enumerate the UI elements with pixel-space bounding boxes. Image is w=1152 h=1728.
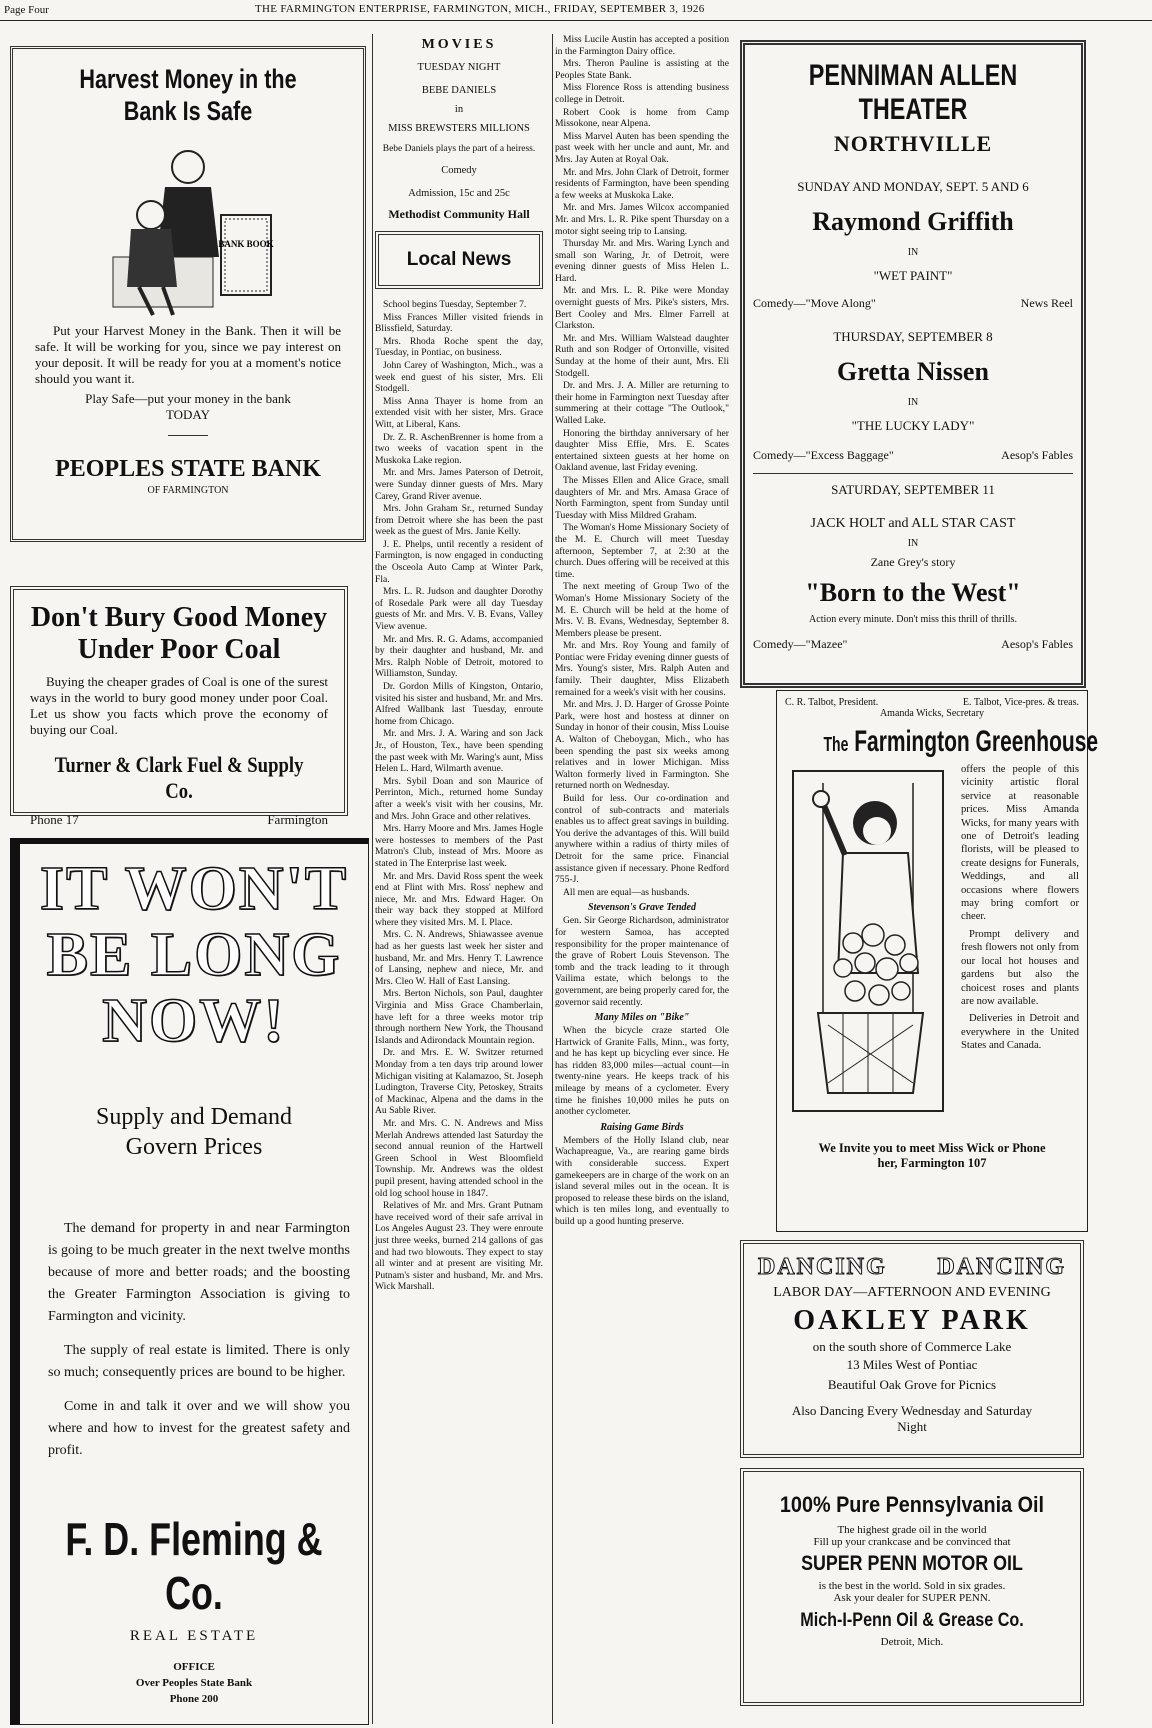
- news-item: Mr. and Mrs. R. G. Adams, accompanied by their daughter and husband, Mr. and Mrs. Ralph Noble of Detroit, motored to Williamston, Sunday.: [375, 633, 543, 680]
- news-item: Honoring the birthday anniversary of her daughter Miss Effie, Mrs. E. Scates entertained sixteen guests at her home on Oakland avenue, last Friday evening.: [555, 427, 729, 474]
- bank-cta: Play Safe—put your money in the bank: [85, 391, 291, 406]
- greenhouse-name-the: The: [823, 734, 849, 756]
- news-item: Mrs. C. N. Andrews, Shiawassee avenue had as her guests last week her sister and husband, Mr. and Mrs. Henry T. Lawrence of Lansing, nephew and niece, Mr. and Mrs. Cleo W. Hall of East Lansing.: [375, 929, 543, 987]
- dancing-ad: [740, 1240, 1084, 1458]
- theater-date-3: SATURDAY, SEPTEMBER 11: [831, 482, 995, 497]
- stevenson-text: Gen. Sir George Richardson, administrator for western Samoa, has accepted responsibility for the proper maintenance of the grave of Robert Louis Stevenson. The tomb and the track leading to it through Vailima estate, which belongs to the government, are being properly cared for, the governor said recently.: [555, 915, 729, 1008]
- local-news-banner: [375, 231, 543, 289]
- dancing-line-2: on the south shore of Commerce Lake: [812, 1339, 1012, 1354]
- oil-ad: [740, 1468, 1084, 1706]
- news-item: The Misses Ellen and Alice Grace, small daughters of Mr. and Mrs. Amasa Grace of North Farmington, spent from Sunday until Tuesday with Miss Mildred Graham.: [555, 474, 729, 521]
- header-rule: [0, 20, 1152, 21]
- theater-in-1: IN: [907, 247, 919, 258]
- realestate-p1: The demand for property in and near Farmington is going to be much greater in the next twelve months because of more and better roads; and the boosting the Greater Farmington Association is giving to Farmington and vicinity.: [48, 1221, 350, 1324]
- theater-film-2: "THE LUCKY LADY": [851, 418, 975, 433]
- theater-ad: [740, 40, 1086, 688]
- news-item: Mr. and Mrs. David Ross spent the week end at Flint with Mrs. Ross' nephew and niece, Mr. and Mrs. Edward Hager. On their way back they stopped at Milford where they visited Mrs. M. I. Place.: [375, 870, 543, 928]
- bank-ad: [10, 46, 366, 542]
- theater-film-3: "Born to the West": [805, 578, 1021, 607]
- page-header: [0, 0, 1152, 22]
- greenhouse-president: C. R. Talbot, President.: [785, 697, 879, 708]
- news-item: Robert Cook is home from Camp Missokone, near Alpena.: [555, 106, 729, 130]
- realestate-office-2: Over Peoples State Bank: [135, 1677, 253, 1689]
- realestate-name: F. D. Fleming & Co.: [65, 1513, 323, 1619]
- theater-comedy-2: Comedy—"Excess Baggage": [753, 448, 894, 462]
- movies-desc: Bebe Daniels plays the part of a heiress.: [382, 144, 536, 154]
- news-item: The next meeting of Group Two of the Woman's Home Missionary Society of the M. E. Church will be held at the home of Mrs. V. B. Evans, Wednesday, September 8. Members please be present.: [555, 581, 729, 639]
- oil-line-4: Ask your dealer for SUPER PENN.: [833, 1592, 991, 1604]
- news-item: Miss Florence Ross is attending business college in Detroit.: [555, 82, 729, 105]
- realestate-p2: The supply of real estate is limited. There is only so much; consequently prices are bound to be higher.: [48, 1343, 350, 1380]
- news-item: Dr. Gordon Mills of Kingston, Ontario, visited his sister and husband, Mr. and Mrs. Alfred Wallbank last Tuesday, enroute home from Chicago.: [375, 681, 543, 727]
- bank-divider: [168, 435, 208, 436]
- bank-headline-2: Bank Is Safe: [123, 96, 253, 126]
- movies-admission: Admission, 15c and 25c: [408, 188, 510, 199]
- theater-in-3: IN: [907, 538, 919, 549]
- bank-body: Put your Harvest Money in the Bank. Then it will be safe. It will be working for you, since we pay interest on your deposit. It will be ready for you at a moment's notice should you want it.: [35, 323, 341, 386]
- news-item: The Woman's Home Missionary Society of the M. E. Church will meet Tuesday afternoon, September 7, at 2:30 at the church. Dues offering will be received at this time.: [555, 522, 729, 580]
- coal-company: Turner & Clark Fuel & Supply Co.: [54, 752, 304, 803]
- realestate-headline-3: NOW!: [102, 987, 286, 1055]
- dancing-line-4: Beautiful Oak Grove for Picnics: [827, 1377, 997, 1392]
- bank-name: PEOPLES STATE BANK: [55, 456, 321, 482]
- news-item: Mrs. L. R. Judson and daughter Dorothy of Rosedale Park were all day Tuesday guests of Mr. and Mrs. V. B. Evans, Valley View avenue.: [375, 586, 543, 633]
- news-item: School begins Tuesday, September 7.: [383, 299, 527, 310]
- news-item: Mr. and Mrs. Roy Young and family of Pontiac were Friday evening dinner guests of Mrs. Young's sister, Mrs. Ralph Auten and family. Their daughter, Miss Elizabeth remained for a week's visit with her cousins.: [555, 640, 729, 698]
- news-item: Mr. and Mrs. James Paterson of Detroit, were Sunday dinner guests of Mrs. Mary Carey, Grand River avenue.: [375, 467, 543, 502]
- theater-tag-3: Action every minute. Don't miss this thrill of thrills.: [809, 614, 1017, 625]
- banker-illustration: [93, 137, 283, 317]
- stevenson-title: Stevenson's Grave Tended: [588, 902, 696, 914]
- theater-comedy-3: Comedy—"Mazee": [753, 637, 848, 651]
- realestate-headline-2: BE LONG: [46, 921, 342, 989]
- theater-film-1: "WET PAINT": [873, 268, 953, 283]
- oil-company: Mich-I-Penn Oil & Grease Co.: [800, 1610, 1024, 1631]
- movies-night: TUESDAY NIGHT: [417, 62, 501, 73]
- bank-sub: OF FARMINGTON: [147, 485, 229, 496]
- column-2: [372, 34, 545, 1724]
- birds-text: Members of the Holly Island club, near Wachapreague, Va., are rearing game birds with considerable success. Expert gamekeepers are in charge of the work on an island several miles out in the ocean. It is proposed to release these birds on the island, which is ten miles long, and eventually to build up a good hunting preserve.: [555, 1134, 729, 1227]
- news-item: Mr. and Mrs. J. D. Harger of Grosse Pointe Park, were host and hostess at dinner on Sunday in honor of their cousin, Miss Louise A. Walton of Cheboygan, Mich., who has been spending the past six weeks among relatives and in lower Michigan. Miss Walton formerly lived in Farmington. She returned north on Wednesday.: [555, 699, 729, 792]
- coal-phone: Phone 17: [30, 812, 79, 827]
- dancing-word-2: DANCING: [937, 1254, 1066, 1280]
- bike-title: Many Miles on "Bike": [594, 1012, 690, 1024]
- greenhouse-p1: offers the people of this vicinity artistic floral service at reasonable prices. Miss Amanda Wicks, for many years with one of Detroit's leading florists, will be pleased to create designs for Funerals, Weddings, and all occasions where flowers may bring comfort or cheer.: [961, 764, 1079, 923]
- news-item: Miss Frances Miller visited friends in Blissfield, Saturday.: [375, 311, 543, 335]
- news-item: Mrs. Rhoda Roche spent the day, Tuesday, in Pontiac, on business.: [375, 335, 543, 359]
- news-item: Mr. and Mrs. L. R. Pike were Monday overnight guests of Mrs. Pike's sisters, Mrs. Bert Cooley and Mrs. Elmer Farrell at Clarkston.: [555, 285, 729, 332]
- theater-extra-2: Aesop's Fables: [1001, 448, 1073, 462]
- movies-title: MOVIES: [421, 37, 497, 52]
- dancing-park: OAKLEY PARK: [793, 1305, 1031, 1336]
- news-item: Mrs. Harry Moore and Mrs. James Hogle were hostesses to members of the Past Matron's Club, instead of Mrs. Moore as stated in The Enterprise last week.: [375, 823, 543, 869]
- news-item: All men are equal—as husbands.: [563, 886, 690, 898]
- bank-cta-today: TODAY: [165, 407, 211, 422]
- dancing-line-1: LABOR DAY—AFTERNOON AND EVENING: [773, 1285, 1051, 1300]
- news-item: John Carey of Washington, Mich., was a week end guest of his sister, Mrs. Eli Stodgell.: [375, 359, 543, 395]
- realestate-sub-1: Supply and Demand: [96, 1104, 292, 1130]
- greenhouse-secretary: Amanda Wicks, Secretary: [879, 708, 985, 719]
- theater-story-3: Zane Grey's story: [870, 555, 956, 569]
- greenhouse-vicepres: E. Talbot, Vice-pres. & treas.: [962, 697, 1079, 708]
- news-item: Dr. and Mrs. E. W. Switzer returned Monday from a ten days trip around lower Michigan visiting at Kalamazoo, St. Joseph Ludington, Traverse City, Petoskey, Straits of Mackinac, Alpena and the dams in the Au Sable River.: [375, 1047, 543, 1117]
- greenhouse-name: Farmington Greenhouse: [854, 725, 1099, 758]
- greenhouse-ad: [776, 690, 1099, 1232]
- florist-illustration: [783, 763, 953, 1123]
- local-news-title: Local News: [406, 249, 512, 270]
- news-item: Dr. and Mrs. J. A. Miller are returning to their home in Farmington next Tuesday after summering at their cottage "The Outlook," Walled Lake.: [555, 380, 729, 426]
- greenhouse-p2: Prompt delivery and fresh flowers not only from our local hot houses and gardens but also the choicest roses and plants are now available.: [961, 928, 1079, 1007]
- news-item: J. E. Phelps, until recently a resident of Farmington, is now engaged in conducting the Osceola Auto Camp at Winter Park, Fla.: [375, 538, 543, 585]
- dancing-line-5: Also Dancing Every Wednesday and Saturday Night: [791, 1403, 1033, 1434]
- news-item: Mr. and Mrs. John Clark of Detroit, former residents of Farmington, have been spending a few weeks at Muskoka Lake.: [555, 166, 729, 201]
- realestate-sub: REAL ESTATE: [129, 1628, 259, 1644]
- news-item: Mrs. Sybil Doan and son Maurice of Perrinton, Mich., returned home Sunday after a week's visit with her cousins, Mr. and Mrs. John Grace and other relatives.: [375, 775, 543, 822]
- news-item: Mr. and Mrs. J. A. Waring and son Jack Jr., of Houston, Tex., have been spending the past week with Mr. Waring's aunt, Miss Helen L. Hard, Wilmarth avenue.: [375, 728, 543, 775]
- news-item: Miss Marvel Auten has been spending the past week with her uncle and aunt, Mr. and Mrs. Jay Auten at Royal Oak.: [555, 130, 729, 165]
- theater-star-3: JACK HOLT and ALL STAR CAST: [810, 516, 1016, 531]
- greenhouse-invite: We Invite you to meet Miss Wick or Phone her, Farmington 107: [818, 1141, 1046, 1170]
- dancing-word-1: DANCING: [758, 1254, 887, 1280]
- oil-town: Detroit, Mich.: [880, 1636, 944, 1648]
- local-news-items-b: [553, 34, 731, 898]
- movies-comedy: Comedy: [441, 165, 477, 176]
- news-item: Miss Anna Thayer is home from an extended visit with her sister, Mrs. Grace Witt, at Liberal, Kans.: [375, 395, 543, 430]
- theater-comedy-1: Comedy—"Move Along": [753, 296, 876, 310]
- greenhouse-p3: Deliveries in Detroit and everywhere in the United States and Canada.: [961, 1013, 1079, 1052]
- coal-headline-1: Don't Bury Good Money: [30, 602, 328, 633]
- news-item: Mrs. Theron Pauline is assisting at the Peoples State Bank.: [555, 58, 729, 81]
- local-news-items-a: [373, 299, 545, 1293]
- coal-ad: [10, 586, 348, 827]
- realestate-headline-1: IT WON'T: [39, 855, 349, 923]
- news-item: Relatives of Mr. and Mrs. Grant Putnam have received word of their safe arrival in Los Angeles August 23. They were enroute just three weeks, burned 214 gallons of gas and had two blowouts. They expect to stay all winter and at present are visiting Mr. Putnam's sister and husband, Mr. and Mrs. Wick Marshall.: [375, 1200, 543, 1293]
- theater-star-2: Gretta Nissen: [837, 357, 989, 386]
- column-3: [552, 34, 731, 1724]
- oil-headline: 100% Pure Pennsylvania Oil: [779, 1492, 1045, 1517]
- realestate-ad: [10, 838, 369, 1725]
- oil-line-3: is the best in the world. Sold in six grades.: [818, 1580, 1006, 1592]
- news-item: Mrs. Berton Nichols, son Paul, daughter Virginia and Miss Grace Chamberlain, have left for a three weeks motor trip through northern New York, the Thousand Islands and Adirondack Mountain region.: [375, 988, 543, 1046]
- coal-headline-2: Under Poor Coal: [77, 634, 281, 665]
- news-item: Build for less. Our co-ordination and control of sub-contracts and materials enables us to affect great savings in building. You derive the advantages of this. Will build anywhere within a radius of thirty miles of Detroit for the same price. Financial assistance given if necessary. Phone Redford 755-J.: [555, 793, 729, 886]
- theater-in-2: IN: [907, 397, 919, 408]
- news-item: Mr. and Mrs. James Wilcox accompanied Mr. and Mrs. L. R. Pike spent Thursday on a motor sight seeing trip to Lansing.: [555, 202, 729, 237]
- bank-headline-1: Harvest Money in the: [79, 64, 297, 94]
- birds-title: Raising Game Birds: [600, 1121, 684, 1133]
- coal-body: Buying the cheaper grades of Coal is one of the surest ways in the world to bury good money under poor Coal. Let us show you facts which prove the economy of buying our Coal.: [30, 674, 328, 737]
- news-item: Mr. and Mrs. William Walstead daughter Ruth and son Rodger of Ortonville, visited Sunday at the home of their aunt, Mrs. Eli Stodgell.: [555, 332, 729, 379]
- realestate-sub-2: Govern Prices: [125, 1134, 263, 1160]
- theater-extra-3: Aesop's Fables: [1001, 637, 1073, 651]
- bank-book-label: BANK BOOK: [218, 239, 274, 249]
- oil-line-1: The highest grade oil in the world: [837, 1524, 987, 1536]
- masthead-line: THE FARMINGTON ENTERPRISE, FARMINGTON, MICH., FRIDAY, SEPTEMBER 3, 1926: [255, 3, 705, 15]
- news-item: Thursday Mr. and Mrs. Waring Lynch and small son Waring, Jr. of Detroit, were evening dinner guests of Miss Helen L. Hard.: [555, 238, 729, 284]
- news-item: Miss Lucile Austin has accepted a position in the Farmington Dairy office.: [555, 34, 729, 57]
- theater-town: NORTHVILLE: [833, 131, 993, 156]
- page-number: Page Four: [4, 4, 49, 16]
- movies-venue: Methodist Community Hall: [388, 207, 530, 221]
- movies-in: in: [454, 104, 464, 115]
- movies-film: MISS BREWSTERS MILLIONS: [388, 123, 530, 134]
- realestate-office: OFFICE: [173, 1661, 215, 1673]
- news-item: Mrs. John Graham Sr., returned Sunday from Detroit where she has been the past week as the guest of Mrs. Janie Kelly.: [375, 503, 543, 538]
- oil-line-2: Fill up your crankcase and be convinced that: [813, 1536, 1011, 1548]
- bike-text: When the bicycle craze started Ole Hartwick of Granite Falls, Minn., was forty, and he has kept up bicycling ever since. He has ridden 83,000 miles—actual count—in twenty-nine years. He keeps track of his mileage by means of a cyclometer. Every time he finishes 10,000 miles he puts on another cyclometer.: [555, 1025, 729, 1118]
- realestate-phone: Phone 200: [169, 1693, 219, 1705]
- news-item: Dr. Z. R. AschenBrenner is home from a two weeks of vacation spent in the Muskoka Lake region.: [375, 431, 543, 466]
- theater-date-1: SUNDAY AND MONDAY, SEPT. 5 AND 6: [797, 179, 1029, 194]
- news-item: Mr. and Mrs. C. N. Andrews and Miss Merlah Andrews attended last Saturday the second annual reunion of the Hartwell Green School in West Bloomfield Township. Mr. Andrews was the oldest pupil present, having attended school in the old log school house in 1847.: [375, 1117, 543, 1199]
- theater-date-2: THURSDAY, SEPTEMBER 8: [833, 329, 993, 344]
- theater-extra-1: News Reel: [1020, 296, 1073, 310]
- realestate-p3: Come in and talk it over and we will show you where and how to invest for the greatest safety and profit.: [48, 1399, 350, 1458]
- oil-product: SUPER PENN MOTOR OIL: [801, 1552, 1023, 1575]
- movies-star: BEBE DANIELS: [421, 85, 497, 96]
- theater-star-1: Raymond Griffith: [812, 207, 1014, 236]
- dancing-line-3: 13 Miles West of Pontiac: [846, 1357, 978, 1372]
- theater-name: PENNIMAN ALLEN THEATER: [808, 59, 1018, 126]
- coal-town: Farmington: [267, 812, 328, 827]
- movies-box: [373, 34, 545, 221]
